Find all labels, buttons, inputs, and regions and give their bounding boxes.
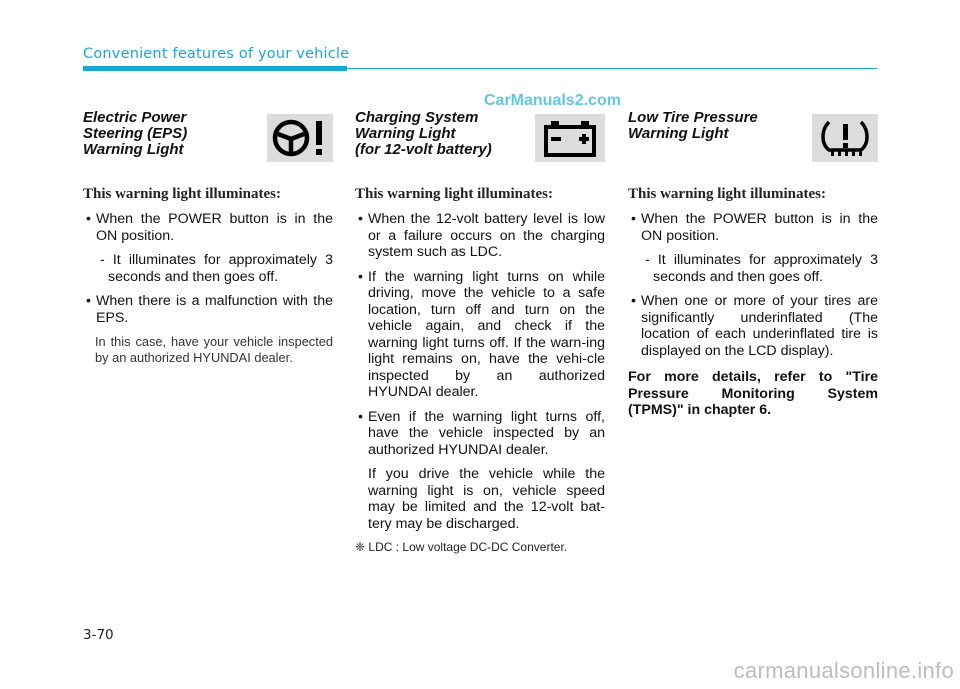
eps-note: In this case, have your vehicle inspected by an authorized HYUNDAI dealer. (95, 334, 333, 365)
page-number: 3-70 (83, 627, 114, 643)
list-item: • When the 12-volt battery level is low or a failure occurs on the charging system such as LDC. (355, 211, 605, 261)
charging-warning-section (355, 110, 605, 554)
list-item: • When there is a malfunction with the EPS. In this case, have your vehicle inspected by an authorized HYUNDAI dealer. (83, 293, 333, 366)
charging-subhead: This warning light illuminates: (355, 186, 553, 202)
steering-wheel-exclamation-icon (267, 114, 333, 162)
tire-pressure-warning-section (628, 110, 878, 419)
charging-heading: Charging System Warning Light (for 12-volt battery) (355, 109, 492, 158)
eps-subhead: This warning light illuminates: (83, 186, 281, 202)
list-item: • When the POWER button is in the ON position. - It illuminates for approximately 3 seconds and then goes off. (83, 211, 333, 285)
header-rule (347, 68, 877, 69)
tpms-reference: For more details, refer to "Tire Pressure Monitoring System (TPMS)" in chapter 6. (628, 369, 878, 418)
sub-item: - It illuminates for approximately 3 seconds and then goes off. (100, 252, 333, 285)
sub-item: - It illuminates for approximately 3 seconds and then goes off. (645, 252, 878, 285)
watermark: CarManuals2.com (484, 92, 621, 109)
list-item: • When one or more of your tires are significantly underinflated (The location of each underinflated tire is displayed on the LCD display). (628, 293, 878, 359)
tire-pressure-subhead: This warning light illuminates: (628, 186, 826, 202)
charging-bullet-list (355, 211, 605, 532)
eps-warning-section (83, 110, 333, 374)
ldc-footnote: ❈ LDC : Low voltage DC-DC Converter. (355, 540, 568, 554)
eps-heading: Electric Power Steering (EPS) Warning Light (83, 109, 188, 158)
battery-icon (535, 114, 605, 162)
list-item: • If the warning light turns on while driving, move the vehicle to a safe location, turn off and turn on the vehicle again, and check if the warning light turns off. If the warn-ing light remains on, have the vehi-cle inspected by an authorized HYUNDAI dealer. (355, 269, 605, 401)
list-item: • When the POWER button is in the ON position. - It illuminates for approximately 3 seconds and then goes off. (628, 211, 878, 285)
footer-site-watermark: carmanualsonline.info (733, 658, 954, 683)
tire-pressure-icon (812, 114, 878, 162)
section-title: Convenient features of your vehicle (83, 46, 350, 62)
eps-bullet-list (83, 211, 333, 366)
charging-paragraph: If you drive the vehicle while the warning light is on, vehicle speed may be limited and the 12-volt bat-tery may be discharged. (368, 466, 605, 532)
list-item: • Even if the warning light turns off, have the vehicle inspected by an authorized HYUNDAI dealer. If you drive the vehicle while the warning light is on, vehicle speed may be limited and the 12-volt bat-tery may be discharged. (355, 409, 605, 533)
tire-pressure-bullet-list (628, 211, 878, 359)
tire-pressure-heading: Low Tire Pressure Warning Light (628, 109, 758, 142)
section-title-bar (83, 66, 347, 71)
